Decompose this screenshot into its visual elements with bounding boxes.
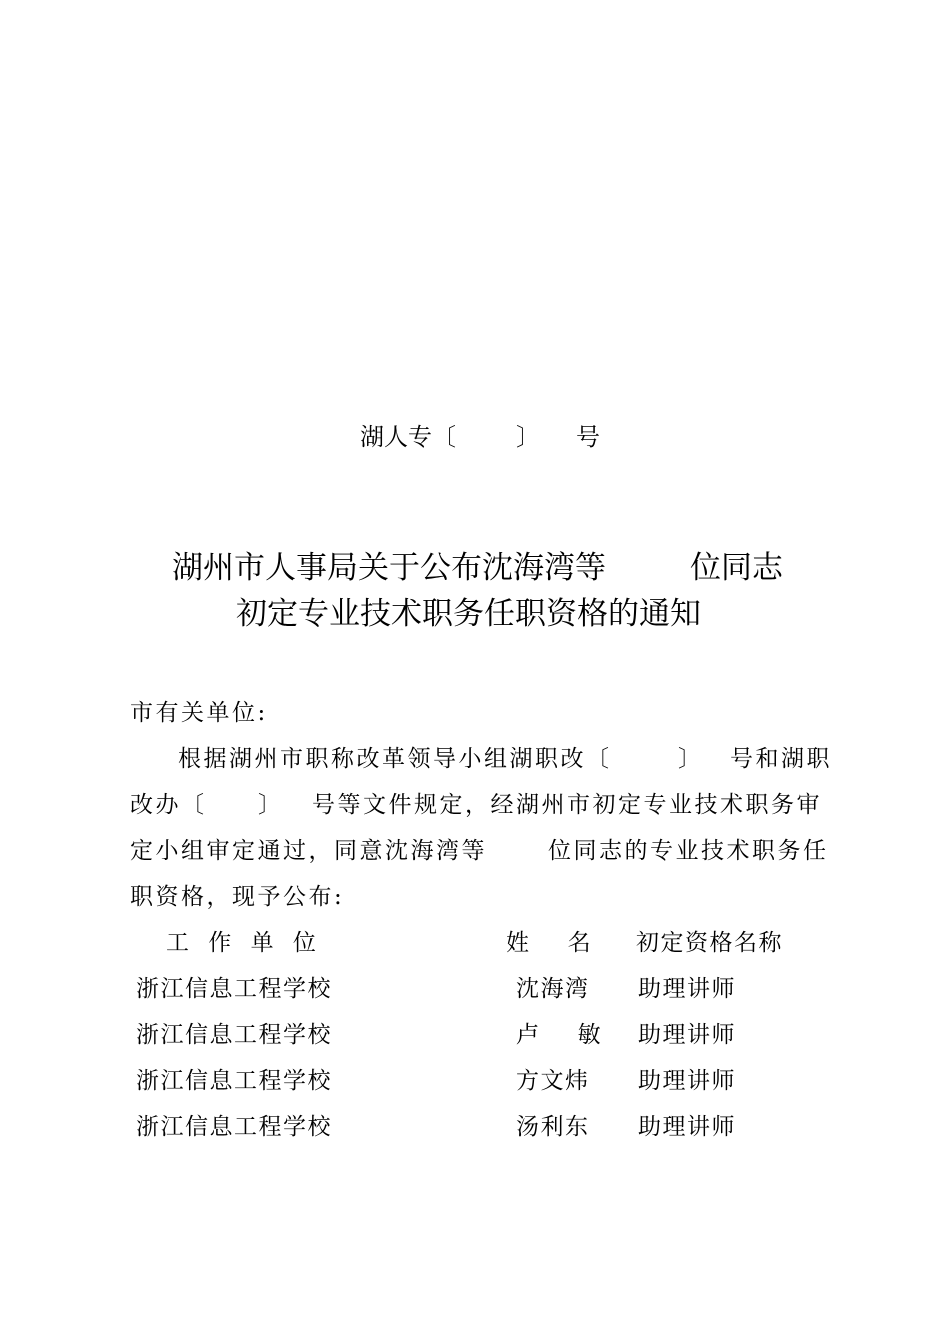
row-qualification: 助理讲师 — [638, 1022, 736, 1048]
title-part-1: 湖州市人事局关于公布沈海湾等 — [172, 550, 606, 586]
row-unit: 浙江信息工程学校 — [136, 976, 332, 1002]
row-name: 汤利东 — [516, 1114, 590, 1140]
body-line-2: 改办〔 〕 号等文件规定，经湖州市初定专业技术职务审 — [130, 792, 822, 818]
row-qualification: 助理讲师 — [638, 1068, 736, 1094]
table-row — [0, 1066, 950, 1096]
table-row — [0, 974, 950, 1004]
row-unit: 浙江信息工程学校 — [136, 1114, 332, 1140]
row-unit: 浙江信息工程学校 — [136, 1068, 332, 1094]
header-name: 姓 名 — [506, 930, 599, 956]
doc-number-prefix: 湖人专〔 — [360, 423, 456, 451]
salutation: 市有关单位: — [130, 700, 268, 726]
document-title-line-2 — [0, 594, 950, 674]
header-qualification: 初定资格名称 — [636, 930, 783, 956]
row-qualification: 助理讲师 — [638, 976, 736, 1002]
row-name: 沈海湾 — [516, 976, 590, 1002]
doc-number-bracket: 〕 — [516, 423, 540, 451]
row-name: 卢 敏 — [516, 1022, 609, 1048]
table-row — [0, 1112, 950, 1142]
row-name: 方文炜 — [516, 1068, 590, 1094]
row-qualification: 助理讲师 — [638, 1114, 736, 1140]
body-line-1: 根据湖州市职称改革领导小组湖职改〔 〕 号和湖职 — [178, 746, 832, 772]
body-line-4: 职资格，现予公布: — [130, 884, 345, 910]
doc-number-suffix: 号 — [576, 423, 600, 451]
title-line-2-text: 初定专业技术职务任职资格的通知 — [236, 596, 701, 632]
title-part-2: 位同志 — [690, 550, 783, 586]
row-unit: 浙江信息工程学校 — [136, 1022, 332, 1048]
table-header — [0, 928, 950, 958]
body-line-3: 定小组审定通过，同意沈海湾等 位同志的专业技术职务任 — [130, 838, 829, 864]
table-row — [0, 1020, 950, 1050]
header-unit: 工 作 单 位 — [166, 930, 322, 956]
